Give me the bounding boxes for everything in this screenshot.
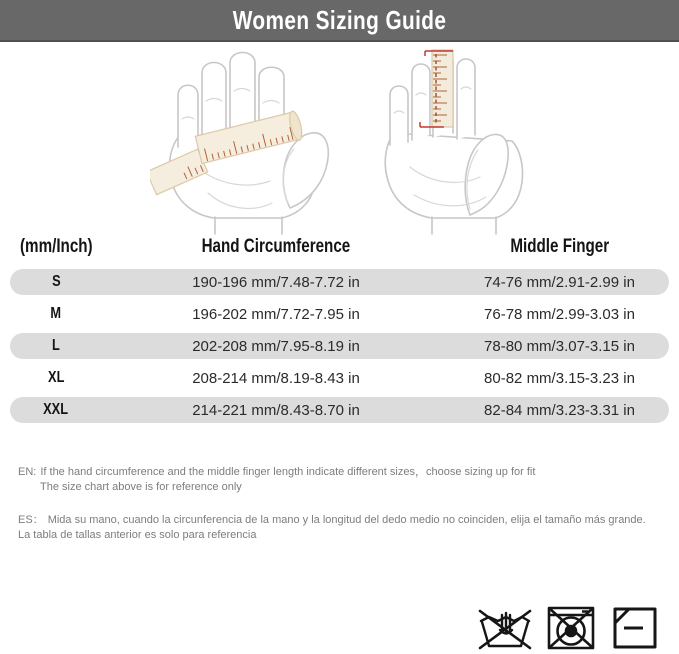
middle-finger-value: 76-78 mm/2.99-3.03 in xyxy=(484,305,635,323)
note-english xyxy=(18,465,535,495)
hand-circumference-value: 208-214 mm/8.19-8.43 in xyxy=(192,369,360,387)
middle-finger-value: 78-80 mm/3.07-3.15 in xyxy=(484,337,635,355)
table-row-l xyxy=(10,333,669,359)
index-finger xyxy=(457,59,475,139)
table-row-s xyxy=(10,269,669,295)
size-label: S xyxy=(51,273,61,290)
dry-flat-in-shade-icon xyxy=(612,606,658,650)
hand-circumference-value: 196-202 mm/7.72-7.95 in xyxy=(192,305,360,323)
hand-circumference-value: 214-221 mm/8.43-8.70 in xyxy=(192,401,360,419)
size-label: L xyxy=(52,337,60,354)
table-header-row xyxy=(10,233,669,261)
hand-circumference-illustration xyxy=(150,45,350,235)
header-bar xyxy=(0,0,679,42)
middle-finger-illustration xyxy=(370,45,530,235)
pinky-finger xyxy=(390,86,408,145)
note-spanish xyxy=(18,513,646,543)
table-row-m xyxy=(10,301,669,327)
middle-finger-value: 82-84 mm/3.23-3.31 in xyxy=(484,401,635,419)
note-en-label: EN: xyxy=(18,466,37,478)
wrist-lines xyxy=(215,217,282,234)
pinky-finger xyxy=(178,85,198,147)
note-es-line1: ES： Mida su mano, cuando la circunferencia de la mano y la longitud del dedo medio no coinciden, elija el tamaño más grande. xyxy=(18,514,646,526)
size-label: XL xyxy=(47,369,65,386)
note-en-line1: EN: If the hand circumference and the middle finger length indicate different sizes，choose sizing up for fit xyxy=(18,466,536,478)
do-not-tumble-dry-icon xyxy=(546,602,596,652)
middle-finger-value: 74-76 mm/2.91-2.99 in xyxy=(484,273,635,291)
column-header-units: (mm/Inch) xyxy=(20,236,93,257)
column-header-middle-finger: Middle Finger xyxy=(510,236,609,257)
column-header-hand-circumference: Hand Circumference xyxy=(201,236,351,257)
note-es-line2: La tabla de tallas anterior es solo para referencia xyxy=(18,529,257,541)
size-label: M xyxy=(50,305,62,322)
hand-circumference-value: 202-208 mm/7.95-8.19 in xyxy=(192,337,360,355)
size-label: XXL xyxy=(43,401,69,418)
ring-finger xyxy=(412,64,430,140)
note-en-line2: The size chart above is for reference only xyxy=(40,481,242,493)
table-row-xl xyxy=(10,365,669,391)
page-title: Women Sizing Guide xyxy=(232,4,447,35)
wrist-lines xyxy=(432,217,496,234)
do-not-hand-wash-icon xyxy=(476,608,536,650)
hand-circumference-value: 190-196 mm/7.48-7.72 in xyxy=(192,273,360,291)
table-row-xxl xyxy=(10,397,669,423)
note-es-label: ES： xyxy=(18,514,44,526)
middle-finger-value: 80-82 mm/3.15-3.23 in xyxy=(484,369,635,387)
